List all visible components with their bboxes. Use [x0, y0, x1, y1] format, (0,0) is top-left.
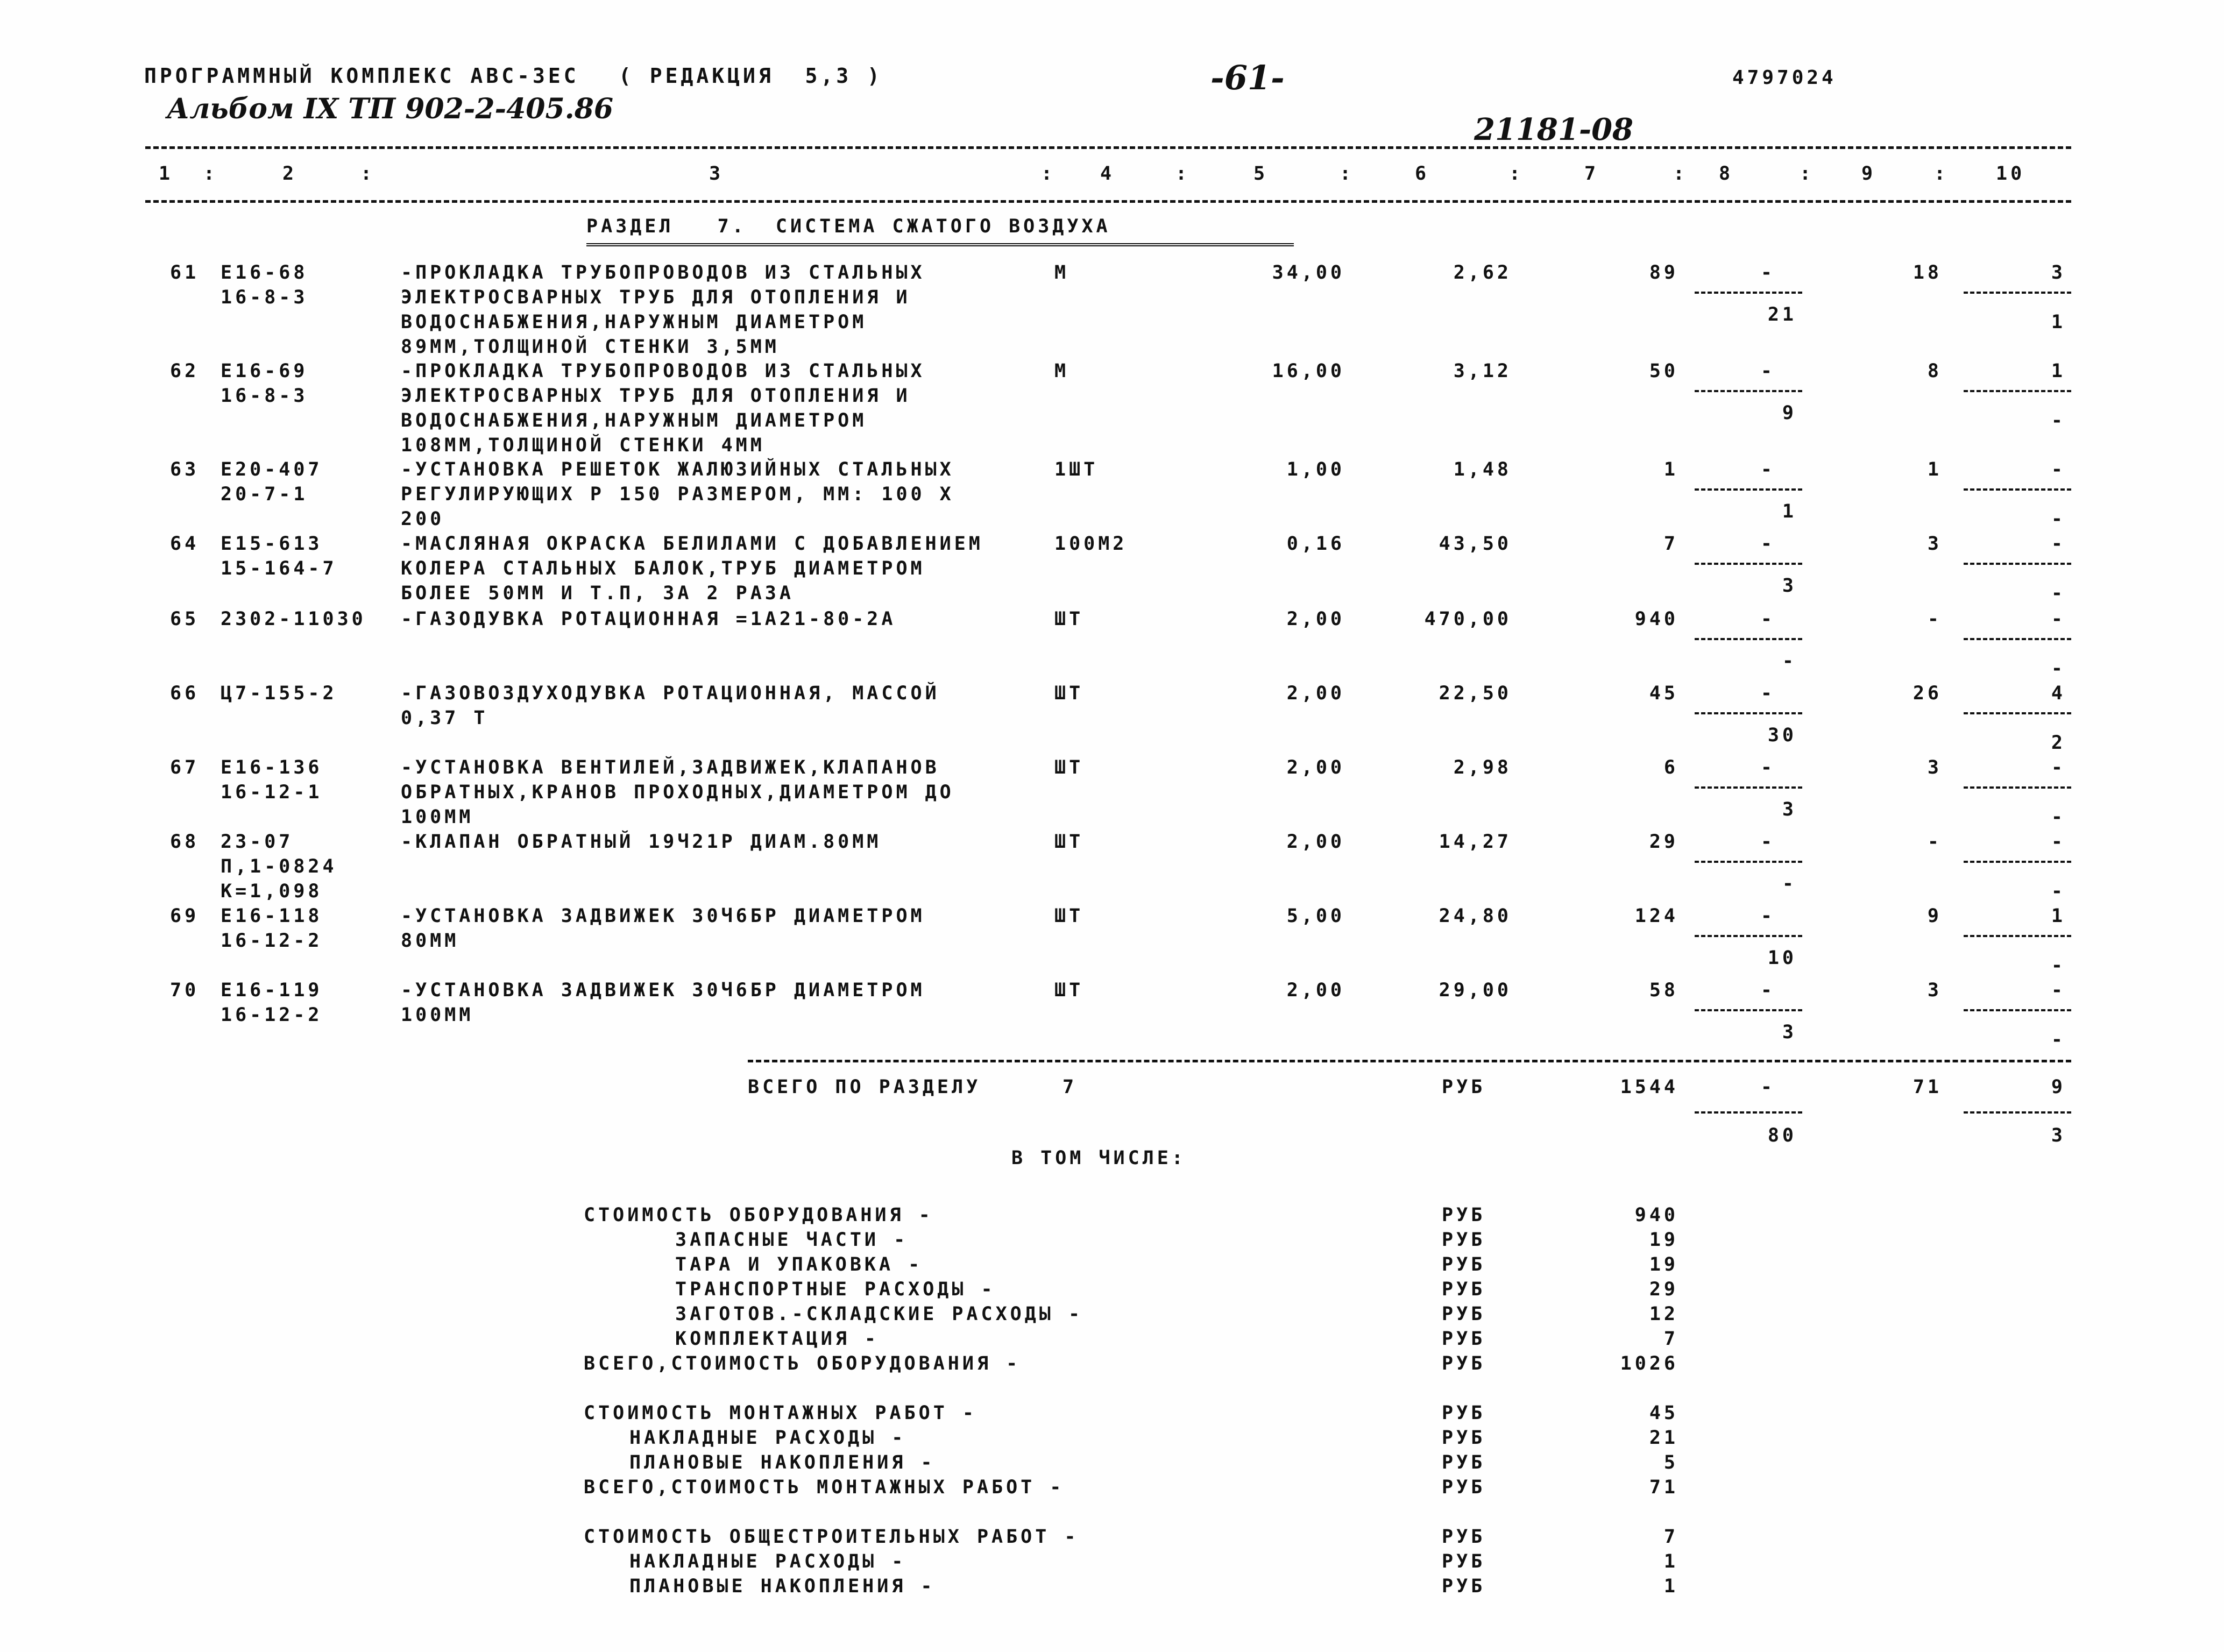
section-total-c8-bottom: 80	[1767, 1125, 1797, 1146]
row-unit-price: 2,98	[1453, 757, 1512, 778]
row-c8-top: -	[1760, 757, 1775, 778]
row-description: 100ММ	[401, 806, 474, 828]
row-quantity: 2,00	[1286, 683, 1345, 704]
header-rule-bottom	[145, 200, 2071, 203]
summary-label: ЗАГОТОВ.-СКЛАДСКИЕ РАСХОДЫ -	[675, 1303, 1083, 1325]
summary-unit: РУБ	[1442, 1576, 1486, 1597]
row-description: 89ММ,ТОЛЩИНОЙ СТЕНКИ 3,5ММ	[401, 336, 780, 358]
summary-value: 1026	[1620, 1353, 1678, 1374]
row-c10-top: -	[2051, 608, 2066, 630]
row-c8-bottom: 3	[1782, 799, 1797, 820]
total-rule	[748, 1060, 2071, 1062]
row-unit: 100М2	[1054, 533, 1128, 555]
row-code: Ц7-155-2	[221, 683, 337, 704]
row-c8-bottom: 3	[1782, 575, 1797, 597]
cell-divider	[1964, 563, 2071, 565]
summary-label: ЗАПАСНЫЕ ЧАСТИ -	[675, 1229, 909, 1251]
cell-divider	[1695, 786, 1802, 789]
cell-divider	[1964, 861, 2071, 863]
row-unit: ШТ	[1054, 608, 1084, 630]
col-header-8: 8	[1719, 163, 1734, 185]
row-code: 16-8-3	[221, 287, 308, 308]
row-code: 16-12-2	[221, 1004, 323, 1026]
row-c10-top: -	[2051, 459, 2066, 480]
summary-unit: РУБ	[1442, 1402, 1486, 1424]
row-description: 100ММ	[401, 1004, 474, 1026]
summary-label: КОМПЛЕКТАЦИЯ -	[675, 1328, 880, 1350]
summary-unit: РУБ	[1442, 1204, 1486, 1226]
row-description: КОЛЕРА СТАЛЬНЫХ БАЛОК,ТРУБ ДИАМЕТРОМ	[401, 558, 925, 579]
row-unit: ШТ	[1054, 980, 1084, 1001]
row-description: ОБРАТНЫХ,КРАНОВ ПРОХОДНЫХ,ДИАМЕТРОМ ДО	[401, 782, 954, 803]
row-c8-top: -	[1760, 905, 1775, 927]
row-number: 69	[170, 905, 200, 927]
row-unit: М	[1054, 360, 1069, 382]
row-c8-bottom: -	[1782, 873, 1797, 895]
row-unit-price: 2,62	[1453, 262, 1512, 283]
col-sep: :	[203, 163, 218, 185]
col-sep: :	[1340, 163, 1355, 185]
row-unit-price: 22,50	[1439, 683, 1512, 704]
row-code: Е16-118	[221, 905, 323, 927]
summary-unit: РУБ	[1442, 1328, 1486, 1350]
row-total: 89	[1649, 262, 1678, 283]
section-total-c10-top: 9	[2051, 1076, 2066, 1098]
row-description: ВОДОСНАБЖЕНИЯ,НАРУЖНЫМ ДИАМЕТРОМ	[401, 410, 867, 431]
page-number: -61-	[1210, 58, 1285, 97]
cell-divider	[1964, 488, 2071, 491]
cell-divider	[1964, 1111, 2071, 1114]
col-header-3: 3	[709, 163, 724, 185]
col-sep: :	[1041, 163, 1056, 185]
section-total-label: ВСЕГО ПО РАЗДЕЛУ	[748, 1076, 981, 1098]
row-code: 2302-11030	[221, 608, 366, 630]
row-description: -УСТАНОВКА ЗАДВИЖЕК 30Ч6БР ДИАМЕТРОМ	[401, 905, 925, 927]
col-sep: :	[1934, 163, 1949, 185]
summary-unit: РУБ	[1442, 1353, 1486, 1374]
document-code: 4797024	[1732, 67, 1837, 89]
col-header-6: 6	[1415, 163, 1430, 185]
row-quantity: 2,00	[1286, 831, 1345, 853]
cell-divider	[1964, 712, 2071, 714]
row-total: 6	[1663, 757, 1678, 778]
col-sep: :	[1673, 163, 1688, 185]
row-description: -УСТАНОВКА РЕШЕТОК ЖАЛЮЗИЙНЫХ СТАЛЬНЫХ	[401, 459, 954, 480]
row-c8-bottom: -	[1782, 650, 1797, 672]
row-code: 16-12-2	[221, 930, 323, 952]
col-header-2: 2	[282, 163, 298, 185]
row-c8-top: -	[1760, 980, 1775, 1001]
row-description: ВОДОСНАБЖЕНИЯ,НАРУЖНЫМ ДИАМЕТРОМ	[401, 311, 867, 333]
col-sep: :	[1509, 163, 1524, 185]
row-total: 50	[1649, 360, 1678, 382]
row-quantity: 2,00	[1286, 608, 1345, 630]
row-c10-top: -	[2051, 533, 2066, 555]
row-unit: ШТ	[1054, 757, 1084, 778]
col-sep: :	[360, 163, 376, 185]
row-c10-bottom: -	[2051, 658, 2066, 679]
row-number: 68	[170, 831, 200, 853]
row-c10-bottom: -	[2051, 806, 2066, 828]
row-quantity: 2,00	[1286, 757, 1345, 778]
section-total-number: 7	[1063, 1076, 1078, 1098]
row-c10-bottom: -	[2051, 1029, 2066, 1051]
summary-label: СТОИМОСТЬ МОНТАЖНЫХ РАБОТ -	[584, 1402, 977, 1424]
row-description: -УСТАНОВКА ЗАДВИЖЕК 30Ч6БР ДИАМЕТРОМ	[401, 980, 925, 1001]
summary-unit: РУБ	[1442, 1452, 1486, 1473]
cell-divider	[1964, 786, 2071, 789]
row-number: 66	[170, 683, 200, 704]
edition-label: ( РЕДАКЦИЯ 5,3 )	[619, 64, 883, 88]
row-c10-bottom: -	[2051, 881, 2066, 902]
row-c10-bottom: -	[2051, 955, 2066, 976]
row-quantity: 1,00	[1286, 459, 1345, 480]
row-unit: ШТ	[1054, 683, 1084, 704]
row-c8-top: -	[1760, 459, 1775, 480]
summary-label: ВСЕГО,СТОИМОСТЬ ОБОРУДОВАНИЯ -	[584, 1353, 1021, 1374]
row-description: -УСТАНОВКА ВЕНТИЛЕЙ,ЗАДВИЖЕК,КЛАПАНОВ	[401, 757, 940, 778]
summary-unit: РУБ	[1442, 1526, 1486, 1548]
row-quantity: 0,16	[1286, 533, 1345, 555]
cell-divider	[1695, 1009, 1802, 1011]
section-title-underline	[586, 243, 1294, 246]
section-total-unit: РУБ	[1442, 1076, 1486, 1098]
section-total-c9: 71	[1913, 1076, 1942, 1098]
cell-divider	[1964, 390, 2071, 392]
row-unit: ШТ	[1054, 831, 1084, 853]
summary-value: 19	[1649, 1229, 1678, 1251]
row-c8-bottom: 3	[1782, 1022, 1797, 1043]
row-description: -ПРОКЛАДКА ТРУБОПРОВОДОВ ИЗ СТАЛЬНЫХ	[401, 360, 925, 382]
summary-label: ПЛАНОВЫЕ НАКОПЛЕНИЯ -	[629, 1452, 936, 1473]
row-c10-bottom: -	[2051, 508, 2066, 530]
cell-divider	[1964, 1009, 2071, 1011]
col-header-1: 1	[159, 163, 174, 185]
row-description: 200	[401, 508, 445, 530]
cell-divider	[1964, 935, 2071, 937]
summary-value: 45	[1649, 1402, 1678, 1424]
summary-value: 940	[1634, 1204, 1678, 1226]
section-total-value: 1544	[1620, 1076, 1678, 1098]
row-number: 62	[170, 360, 200, 382]
row-number: 63	[170, 459, 200, 480]
row-code: 15-164-7	[221, 558, 337, 579]
row-code: 23-07	[221, 831, 294, 853]
summary-label: СТОИМОСТЬ ОБЩЕСТРОИТЕЛЬНЫХ РАБОТ -	[584, 1526, 1079, 1548]
row-total: 124	[1634, 905, 1678, 927]
row-quantity: 16,00	[1272, 360, 1345, 382]
album-stamp: Альбом IX ТП 902-2-405.86	[167, 93, 614, 125]
row-description: -ПРОКЛАДКА ТРУБОПРОВОДОВ ИЗ СТАЛЬНЫХ	[401, 262, 925, 283]
summary-value: 71	[1649, 1477, 1678, 1498]
cell-divider	[1964, 638, 2071, 640]
summary-label: ПЛАНОВЫЕ НАКОПЛЕНИЯ -	[629, 1576, 936, 1597]
row-total: 7	[1663, 533, 1678, 555]
row-code: Е15-613	[221, 533, 323, 555]
row-unit: М	[1054, 262, 1069, 283]
summary-value: 12	[1649, 1303, 1678, 1325]
summary-unit: РУБ	[1442, 1303, 1486, 1325]
cell-divider	[1695, 390, 1802, 392]
row-number: 61	[170, 262, 200, 283]
row-number: 65	[170, 608, 200, 630]
row-c10-bottom: -	[2051, 583, 2066, 604]
row-quantity: 2,00	[1286, 980, 1345, 1001]
summary-value: 1	[1663, 1576, 1678, 1597]
row-description: 0,37 Т	[401, 707, 488, 729]
row-c10-top: -	[2051, 757, 2066, 778]
cell-divider	[1695, 563, 1802, 565]
summary-label: ВСЕГО,СТОИМОСТЬ МОНТАЖНЫХ РАБОТ -	[584, 1477, 1065, 1498]
summary-label: НАКЛАДНЫЕ РАСХОДЫ -	[629, 1427, 906, 1449]
project-number: 21181-08	[1474, 112, 1633, 147]
including-heading: В ТОМ ЧИСЛЕ:	[1011, 1147, 1186, 1169]
row-c10-top: 1	[2051, 905, 2066, 927]
summary-unit: РУБ	[1442, 1477, 1486, 1498]
row-code: 20-7-1	[221, 484, 308, 505]
row-c10-bottom: 1	[2051, 311, 2066, 333]
cell-divider	[1695, 292, 1802, 294]
row-code: Е16-69	[221, 360, 308, 382]
cell-divider	[1695, 861, 1802, 863]
cell-divider	[1695, 712, 1802, 714]
row-c9: 3	[1927, 533, 1942, 555]
row-c9: 8	[1927, 360, 1942, 382]
summary-unit: РУБ	[1442, 1254, 1486, 1275]
row-c10-bottom: 2	[2051, 732, 2066, 754]
summary-value: 1	[1663, 1551, 1678, 1572]
summary-label: СТОИМОСТЬ ОБОРУДОВАНИЯ -	[584, 1204, 933, 1226]
row-description: РЕГУЛИРУЮЩИХ Р 150 РАЗМЕРОМ, ММ: 100 Х	[401, 484, 954, 505]
row-description: 108ММ,ТОЛЩИНОЙ СТЕНКИ 4ММ	[401, 435, 765, 456]
col-header-5: 5	[1253, 163, 1269, 185]
cell-divider	[1695, 1111, 1802, 1114]
row-number: 67	[170, 757, 200, 778]
row-c8-top: -	[1760, 683, 1775, 704]
row-description: ЭЛЕКТРОСВАРНЫХ ТРУБ ДЛЯ ОТОПЛЕНИЯ И	[401, 385, 911, 407]
col-header-7: 7	[1584, 163, 1599, 185]
row-total: 58	[1649, 980, 1678, 1001]
row-total: 29	[1649, 831, 1678, 853]
row-total: 940	[1634, 608, 1678, 630]
row-description: -КЛАПАН ОБРАТНЫЙ 19Ч21Р ДИАМ.80ММ	[401, 831, 882, 853]
row-c8-top: -	[1760, 608, 1775, 630]
row-number: 70	[170, 980, 200, 1001]
row-description: -ГАЗОВОЗДУХОДУВКА РОТАЦИОННАЯ, МАССОЙ	[401, 683, 940, 704]
row-c8-top: -	[1760, 533, 1775, 555]
row-unit-price: 24,80	[1439, 905, 1512, 927]
col-sep: :	[1800, 163, 1815, 185]
summary-label: НАКЛАДНЫЕ РАСХОДЫ -	[629, 1551, 906, 1572]
cell-divider	[1964, 292, 2071, 294]
row-c9: 9	[1927, 905, 1942, 927]
row-unit-price: 43,50	[1439, 533, 1512, 555]
cell-divider	[1695, 638, 1802, 640]
summary-value: 29	[1649, 1279, 1678, 1300]
cell-divider	[1695, 935, 1802, 937]
col-header-4: 4	[1100, 163, 1115, 185]
row-unit-price: 1,48	[1453, 459, 1512, 480]
row-total: 45	[1649, 683, 1678, 704]
row-c9: 1	[1927, 459, 1942, 480]
program-name: ПРОГРАММНЫЙ КОМПЛЕКС АВС-3ЕС	[144, 64, 579, 88]
summary-label: ТРАНСПОРТНЫЕ РАСХОДЫ -	[675, 1279, 996, 1300]
row-code: 16-12-1	[221, 782, 323, 803]
cell-divider	[1695, 488, 1802, 491]
row-total: 1	[1663, 459, 1678, 480]
row-c10-top: -	[2051, 831, 2066, 853]
summary-value: 5	[1663, 1452, 1678, 1473]
row-quantity: 34,00	[1272, 262, 1345, 283]
row-c9: 26	[1913, 683, 1942, 704]
row-code: Е20-407	[221, 459, 323, 480]
row-c8-top: -	[1760, 360, 1775, 382]
row-description: -МАСЛЯНАЯ ОКРАСКА БЕЛИЛАМИ С ДОБАВЛЕНИЕМ	[401, 533, 983, 555]
summary-value: 7	[1663, 1526, 1678, 1548]
summary-value: 21	[1649, 1427, 1678, 1449]
row-c10-top: 4	[2051, 683, 2066, 704]
row-description: БОЛЕЕ 50ММ И Т.П, ЗА 2 РАЗА	[401, 583, 794, 604]
row-code: Е16-136	[221, 757, 323, 778]
row-c8-bottom: 1	[1782, 501, 1797, 522]
row-c10-bottom: -	[2051, 410, 2066, 431]
section-total-c10-bottom: 3	[2051, 1125, 2066, 1146]
col-sep: :	[1175, 163, 1191, 185]
row-unit-price: 470,00	[1424, 608, 1512, 630]
row-unit-price: 14,27	[1439, 831, 1512, 853]
summary-label: ТАРА И УПАКОВКА -	[675, 1254, 923, 1275]
row-c8-bottom: 10	[1767, 947, 1797, 969]
section-total-c8-top: -	[1760, 1076, 1775, 1098]
row-description: -ГАЗОДУВКА РОТАЦИОННАЯ =1А21-80-2А	[401, 608, 896, 630]
row-quantity: 5,00	[1286, 905, 1345, 927]
row-code: П,1-0824	[221, 856, 337, 877]
row-unit: ШТ	[1054, 905, 1084, 927]
row-c8-bottom: 30	[1767, 725, 1797, 746]
summary-unit: РУБ	[1442, 1229, 1486, 1251]
row-c9: -	[1927, 831, 1942, 853]
row-code: Е16-119	[221, 980, 323, 1001]
row-code: 16-8-3	[221, 385, 308, 407]
row-c9: 18	[1913, 262, 1942, 283]
summary-unit: РУБ	[1442, 1279, 1486, 1300]
row-c10-top: -	[2051, 980, 2066, 1001]
row-c10-top: 3	[2051, 262, 2066, 283]
row-c8-top: -	[1760, 831, 1775, 853]
row-code: К=1,098	[221, 881, 323, 902]
col-header-9: 9	[1861, 163, 1876, 185]
summary-value: 19	[1649, 1254, 1678, 1275]
row-description: ЭЛЕКТРОСВАРНЫХ ТРУБ ДЛЯ ОТОПЛЕНИЯ И	[401, 287, 911, 308]
row-c9: -	[1927, 608, 1942, 630]
row-description: 80ММ	[401, 930, 459, 952]
summary-value: 7	[1663, 1328, 1678, 1350]
row-unit-price: 29,00	[1439, 980, 1512, 1001]
summary-unit: РУБ	[1442, 1551, 1486, 1572]
row-code: Е16-68	[221, 262, 308, 283]
row-c9: 3	[1927, 980, 1942, 1001]
row-unit-price: 3,12	[1453, 360, 1512, 382]
row-c8-bottom: 21	[1767, 304, 1797, 325]
row-c9: 3	[1927, 757, 1942, 778]
col-header-10: 10	[1996, 163, 2025, 185]
row-c8-bottom: 9	[1782, 402, 1797, 424]
row-c8-top: -	[1760, 262, 1775, 283]
row-c10-top: 1	[2051, 360, 2066, 382]
section-title: РАЗДЕЛ 7. СИСТЕМА СЖАТОГО ВОЗДУХА	[586, 216, 1111, 237]
row-unit: 1ШТ	[1054, 459, 1099, 480]
summary-unit: РУБ	[1442, 1427, 1486, 1449]
row-number: 64	[170, 533, 200, 555]
header-rule-top	[145, 146, 2071, 149]
